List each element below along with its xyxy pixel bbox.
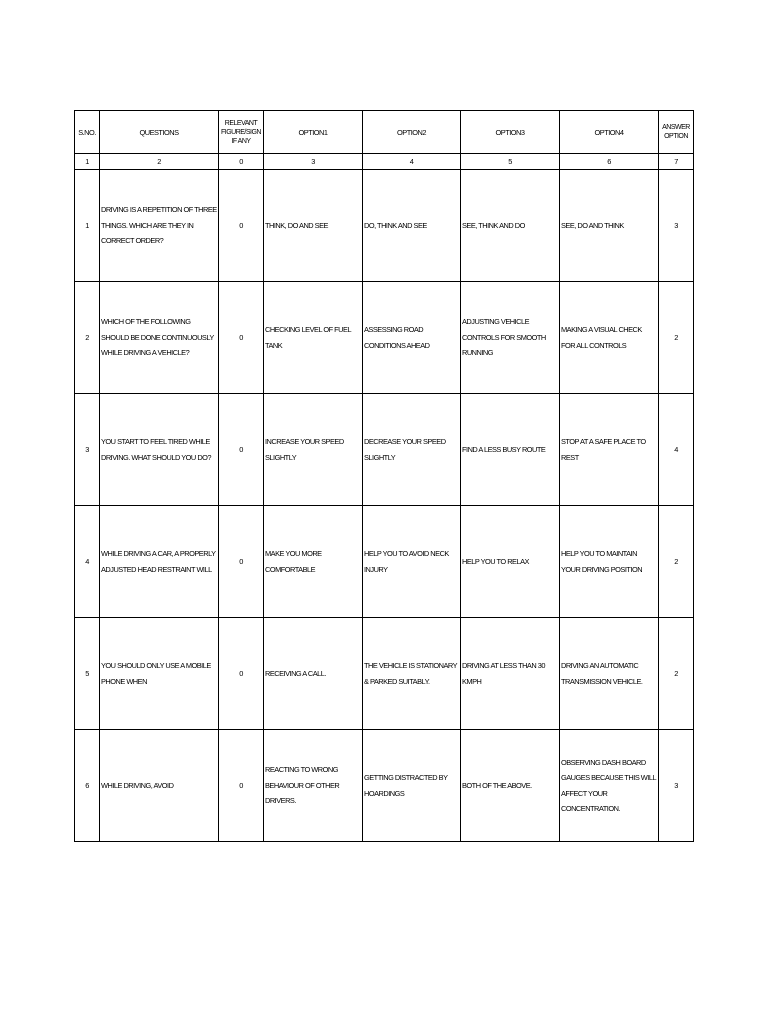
row-sno: 3 [75,394,100,506]
row-option2: THE VEHICLE IS STATIONARY & PARKED SUITABLY. [363,618,461,730]
row-option2: HELP YOU TO AVOID NECK INJURY [363,506,461,618]
row-option4: HELP YOU TO MAINTAIN YOUR DRIVING POSITION [560,506,659,618]
table-row [75,618,694,730]
table-row [75,282,694,394]
header-answer: ANSWER OPTION [659,111,694,154]
column-number: 6 [560,154,659,170]
row-figure: 0 [219,170,264,282]
row-option2: DECREASE YOUR SPEED SLIGHTLY [363,394,461,506]
row-option3: ADJUSTING VEHICLE CONTROLS FOR SMOOTH RUNNING [461,282,560,394]
row-option1: THINK, DO AND SEE [264,170,363,282]
row-option4: SEE, DO AND THINK [560,170,659,282]
header-option3: OPTION3 [461,111,560,154]
row-option2: DO, THINK AND SEE [363,170,461,282]
row-option4: MAKING A VISUAL CHECK FOR ALL CONTROLS [560,282,659,394]
header-option4: OPTION4 [560,111,659,154]
row-answer: 3 [659,730,694,842]
question-table [74,110,694,842]
row-option1: RECEIVING A CALL. [264,618,363,730]
row-sno: 5 [75,618,100,730]
row-answer: 3 [659,170,694,282]
row-answer: 2 [659,282,694,394]
row-sno: 2 [75,282,100,394]
table-row [75,506,694,618]
column-number-row [75,154,694,170]
row-question: YOU START TO FEEL TIRED WHILE DRIVING. WHAT SHOULD YOU DO? [100,394,219,506]
row-option1: MAKE YOU MORE COMFORTABLE [264,506,363,618]
row-option4: STOP AT A SAFE PLACE TO REST [560,394,659,506]
row-figure: 0 [219,618,264,730]
header-row [75,111,694,154]
column-number: 5 [461,154,560,170]
row-question: WHICH OF THE FOLLOWING SHOULD BE DONE CONTINUOUSLY WHILE DRIVING A VEHICLE? [100,282,219,394]
row-sno: 4 [75,506,100,618]
column-number: 1 [75,154,100,170]
row-option3: HELP YOU TO RELAX [461,506,560,618]
header-option2: OPTION2 [363,111,461,154]
table-row [75,730,694,842]
row-option2: GETTING DISTRACTED BY HOARDINGS [363,730,461,842]
row-question: YOU SHOULD ONLY USE A MOBILE PHONE WHEN [100,618,219,730]
row-question: WHILE DRIVING A CAR, A PROPERLY ADJUSTED HEAD RESTRAINT WILL [100,506,219,618]
table-row [75,394,694,506]
row-sno: 6 [75,730,100,842]
header-figure: RELEVANT FIGURE/SIGN IF ANY [219,111,264,154]
header-option1: OPTION1 [264,111,363,154]
table-row [75,170,694,282]
row-question: DRIVING IS A REPETITION OF THREE THINGS. WHICH ARE THEY IN CORRECT ORDER? [100,170,219,282]
row-option1: CHECKING LEVEL OF FUEL TANK [264,282,363,394]
row-option3: SEE, THINK AND DO [461,170,560,282]
header-sno: S.NO. [75,111,100,154]
row-option2: ASSESSING ROAD CONDITIONS AHEAD [363,282,461,394]
row-answer: 2 [659,618,694,730]
row-figure: 0 [219,506,264,618]
column-number: 0 [219,154,264,170]
row-answer: 2 [659,506,694,618]
column-number: 3 [264,154,363,170]
row-option3: FIND A LESS BUSY ROUTE [461,394,560,506]
row-option3: BOTH OF THE ABOVE. [461,730,560,842]
row-answer: 4 [659,394,694,506]
row-figure: 0 [219,282,264,394]
row-figure: 0 [219,394,264,506]
row-sno: 1 [75,170,100,282]
row-question: WHILE DRIVING, AVOID [100,730,219,842]
row-option1: REACTING TO WRONG BEHAVIOUR OF OTHER DRIVERS. [264,730,363,842]
row-option3: DRIVING AT LESS THAN 30 KMPH [461,618,560,730]
row-figure: 0 [219,730,264,842]
header-questions: QUESTIONS [100,111,219,154]
column-number: 2 [100,154,219,170]
column-number: 7 [659,154,694,170]
row-option1: INCREASE YOUR SPEED SLIGHTLY [264,394,363,506]
row-option4: OBSERVING DASH BOARD GAUGES BECAUSE THIS WILL AFFECT YOUR CONCENTRATION. [560,730,659,842]
row-option4: DRIVING AN AUTOMATIC TRANSMISSION VEHICLE. [560,618,659,730]
column-number: 4 [363,154,461,170]
